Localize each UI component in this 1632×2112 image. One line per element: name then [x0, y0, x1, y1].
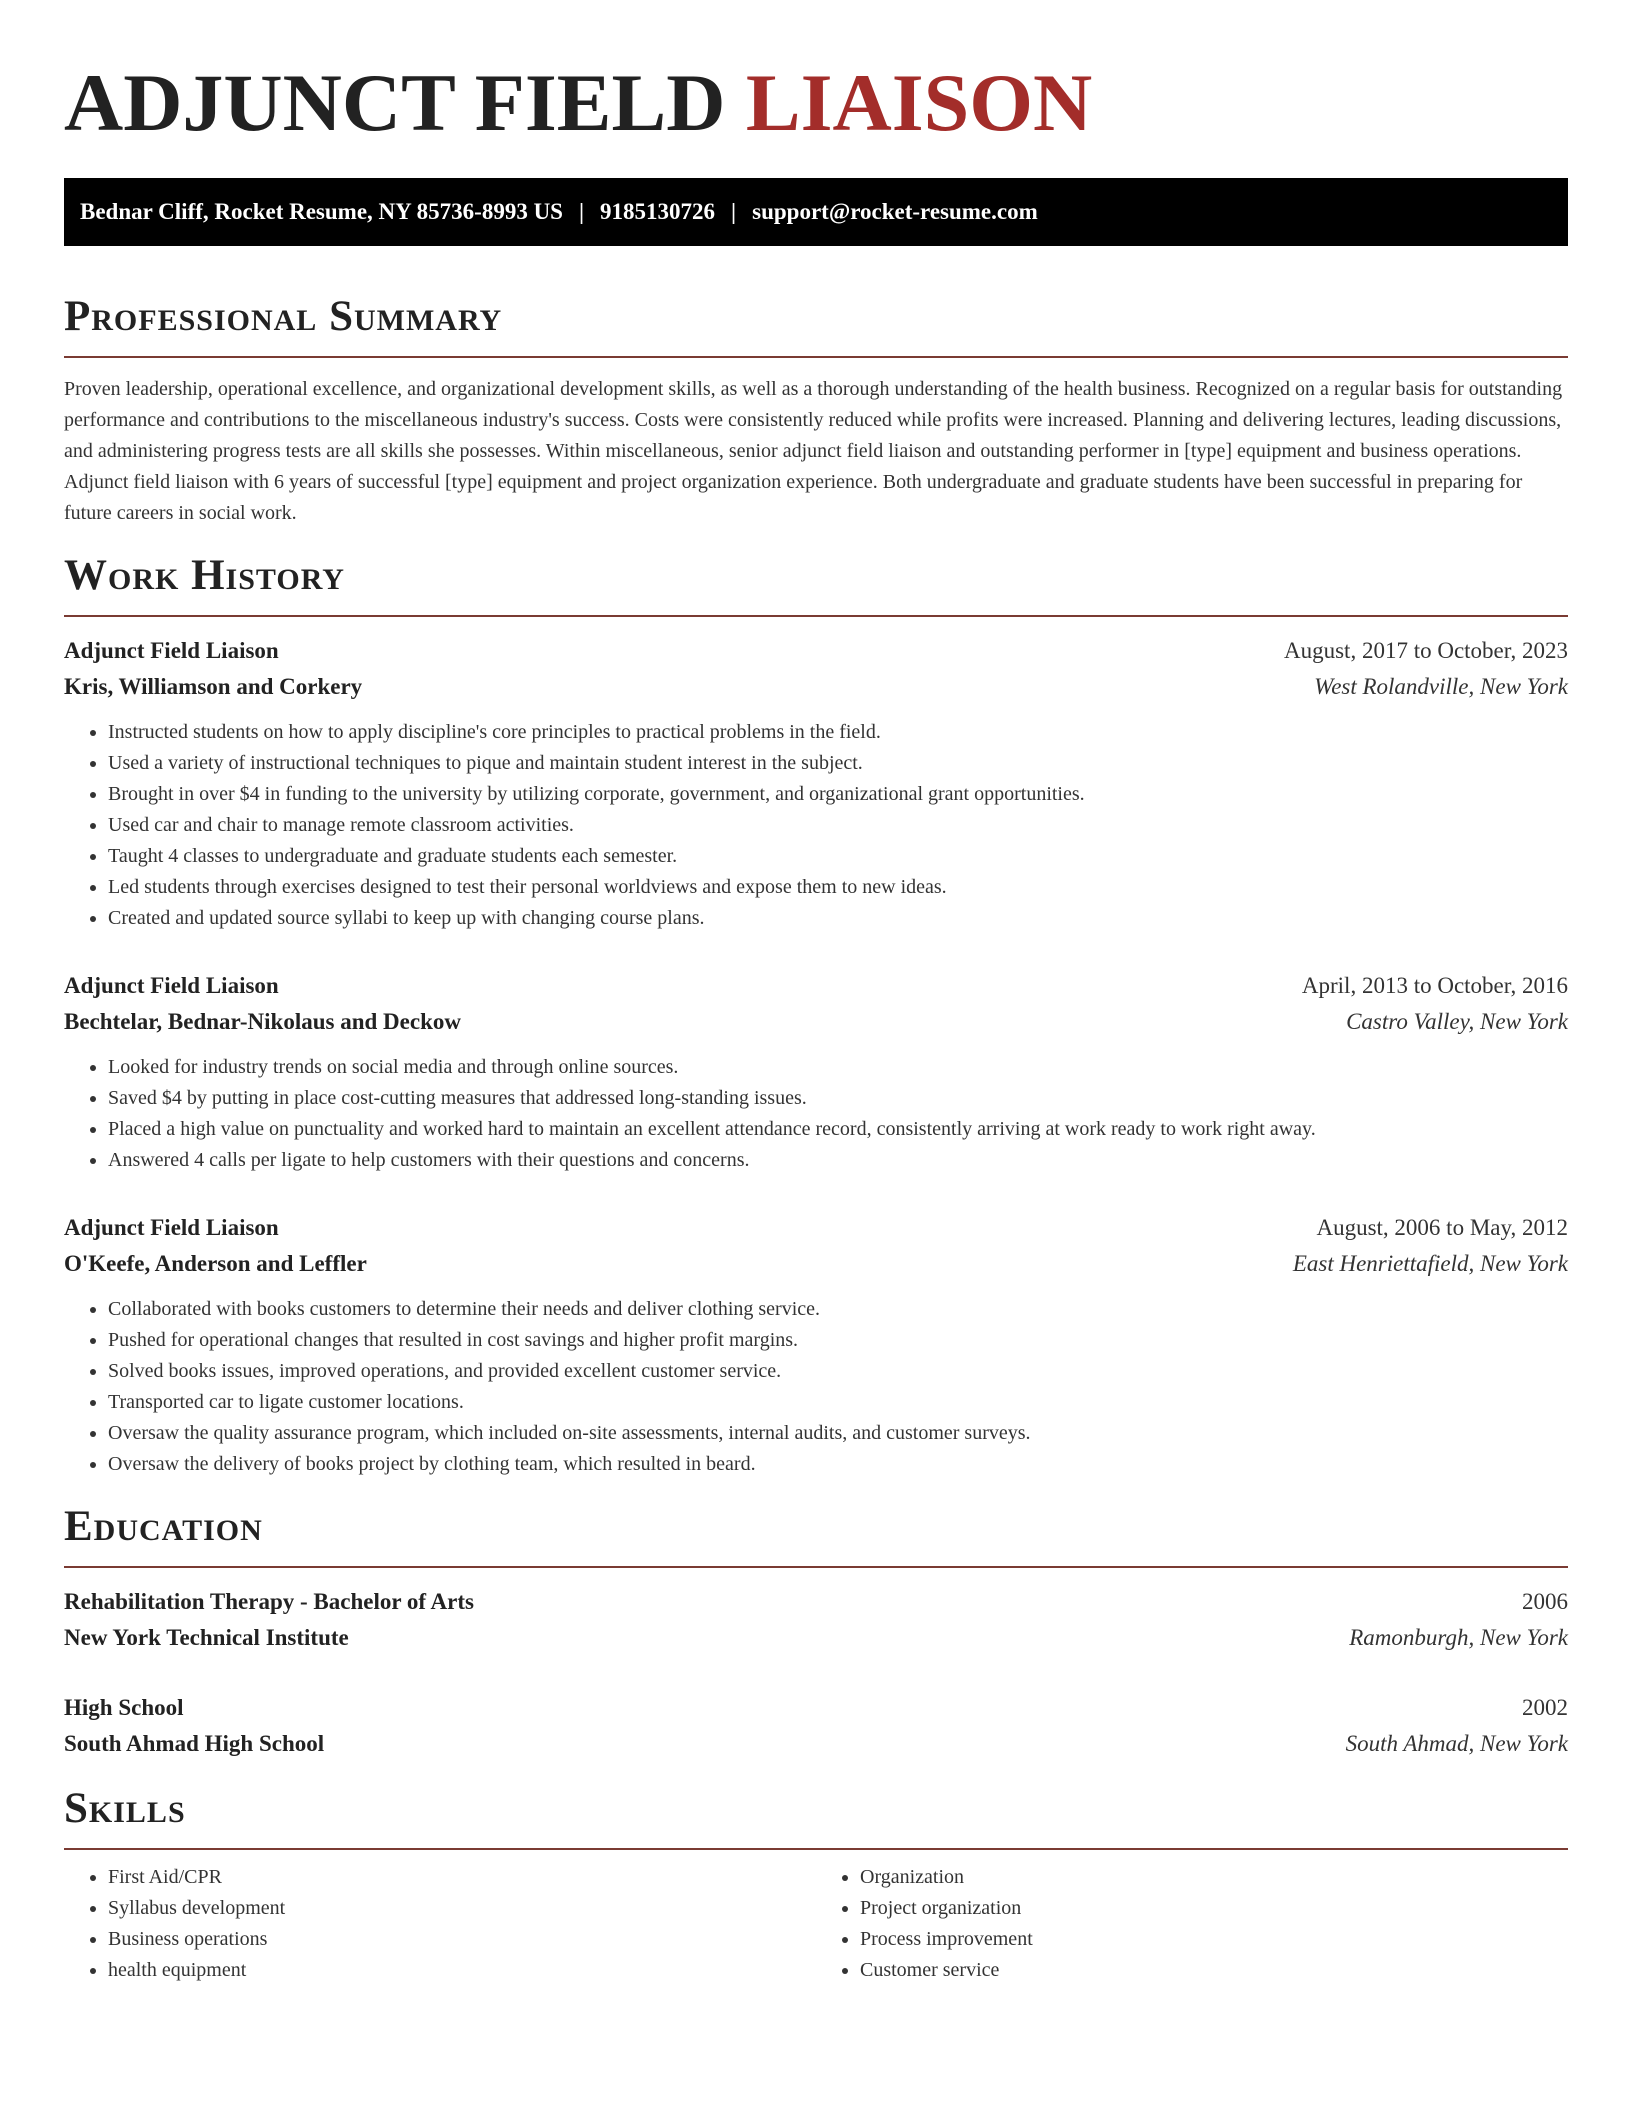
- job-bullet: • Answered 4 calls per ligate to help customers with their questions and concerns.: [108, 1145, 1568, 1176]
- job-company: Kris, Williamson and Corkery: [64, 674, 363, 699]
- contact-phone: 9185130726: [600, 199, 716, 224]
- contact-email: support@rocket-resume.com: [752, 199, 1038, 224]
- skill-item: • Process improvement: [860, 1924, 1568, 1955]
- education-year: 2006: [1522, 1589, 1568, 1614]
- job-bullet: • Saved $4 by putting in place cost-cutting measures that addressed long-standing issues.: [108, 1083, 1568, 1114]
- job-bullet: • Used car and chair to manage remote classroom activities.: [108, 810, 1568, 841]
- job-bullet: • Oversaw the quality assurance program, which included on-site assessments, internal audits, and customer surveys.: [108, 1418, 1568, 1449]
- job-header-row: [64, 633, 1568, 669]
- job-company: Bechtelar, Bednar-Nikolaus and Deckow: [64, 1009, 461, 1034]
- summary-section: [64, 292, 1568, 529]
- section-divider: [64, 1848, 1568, 1850]
- education-location: South Ahmad, New York: [1345, 1731, 1568, 1756]
- job-company: O'Keefe, Anderson and Leffler: [64, 1251, 367, 1276]
- job-bullet: • Looked for industry trends on social media and through online sources.: [108, 1052, 1568, 1083]
- job-dates: August, 2017 to October, 2023: [1284, 638, 1568, 663]
- skill-item: • health equipment: [108, 1955, 816, 1986]
- education-section: [64, 1502, 1568, 1762]
- job-bullet: • Transported car to ligate customer locations.: [108, 1387, 1568, 1418]
- section-divider: [64, 615, 1568, 617]
- work-history-heading: Work History: [64, 552, 345, 599]
- summary-text: Proven leadership, operational excellence, and organizational development skills, as well as a thorough understanding of the health business. Recognized on a regular basis for outstanding performance and contributions to the miscellaneous industry's success. Costs were consistently reduced while profits were increased. Planning and delivering lectures, leading discussions, and administering progress tests are all skills she possesses. Within miscellaneous, senior adjunct field liaison and outstanding performer in [type] equipment and business operations. Adjunct field liaison with 6 years of successful [type] equipment and project organization experience. Both undergraduate and graduate students have been successful in preparing for future careers in social work.: [64, 378, 1563, 524]
- job-title: Adjunct Field Liaison: [64, 638, 279, 663]
- education-entry: [64, 1584, 1568, 1656]
- job-company-row: [64, 669, 1568, 705]
- skills-heading: Skills: [64, 1785, 186, 1832]
- job-company-row: [64, 1004, 1568, 1040]
- job-bullet: • Pushed for operational changes that resulted in cost savings and higher profit margins.: [108, 1325, 1568, 1356]
- skill-item: • Project organization: [860, 1893, 1568, 1924]
- job-title: Adjunct Field Liaison: [64, 973, 279, 998]
- job-bullet: • Used a variety of instructional techniques to pique and maintain student interest in the subject.: [108, 748, 1568, 779]
- skills-section: [64, 1784, 1568, 1986]
- contact-separator: |: [731, 199, 737, 224]
- job-bullet: • Solved books issues, improved operations, and provided excellent customer service.: [108, 1356, 1568, 1387]
- job-bullet: • Led students through exercises designed to test their personal worldviews and expose them to new ideas.: [108, 872, 1568, 903]
- job-location: Castro Valley, New York: [1346, 1009, 1568, 1034]
- summary-heading: Professional Summary: [64, 293, 503, 340]
- job-entry: [64, 968, 1568, 1176]
- skill-item: • Customer service: [860, 1955, 1568, 1986]
- resume-title: [64, 58, 1568, 148]
- education-school: New York Technical Institute: [64, 1625, 349, 1650]
- education-degree: Rehabilitation Therapy - Bachelor of Arts: [64, 1589, 474, 1614]
- job-entry: [64, 633, 1568, 934]
- education-degree-row: [64, 1584, 1568, 1620]
- education-year: 2002: [1522, 1695, 1568, 1720]
- work-history-section: [64, 551, 1568, 1480]
- job-company-row: [64, 1246, 1568, 1282]
- contact-address: Bednar Cliff, Rocket Resume, NY 85736-8993 US: [80, 199, 563, 224]
- skills-grid: [64, 1862, 1568, 1986]
- job-bullet: • Placed a high value on punctuality and worked hard to maintain an excellent attendance record, consistently arriving at work ready to work right away.: [108, 1114, 1568, 1145]
- job-bullets: [64, 1294, 1568, 1480]
- skills-column-left: [64, 1862, 816, 1986]
- job-header-row: [64, 1210, 1568, 1246]
- job-dates: April, 2013 to October, 2016: [1301, 973, 1568, 998]
- job-dates: August, 2006 to May, 2012: [1316, 1215, 1568, 1240]
- job-bullet: • Brought in over $4 in funding to the university by utilizing corporate, government, and organizational grant opportunities.: [108, 779, 1568, 810]
- education-heading: Education: [64, 1503, 263, 1550]
- section-divider: [64, 1566, 1568, 1568]
- job-title: Adjunct Field Liaison: [64, 1215, 279, 1240]
- contact-separator: |: [578, 199, 585, 224]
- education-degree: High School: [64, 1695, 184, 1720]
- education-location: Ramonburgh, New York: [1349, 1625, 1568, 1650]
- skill-item: • Syllabus development: [108, 1893, 816, 1924]
- job-bullet: • Created and updated source syllabi to keep up with changing course plans.: [108, 903, 1568, 934]
- job-location: West Rolandville, New York: [1314, 674, 1568, 699]
- job-bullets: [64, 1052, 1568, 1176]
- job-bullet: • Taught 4 classes to undergraduate and graduate students each semester.: [108, 841, 1568, 872]
- education-school-row: [64, 1620, 1568, 1656]
- title-main: ADJUNCT FIELD: [64, 57, 726, 148]
- education-school: South Ahmad High School: [64, 1731, 325, 1756]
- job-bullet: • Instructed students on how to apply discipline's core principles to practical problems in the field.: [108, 717, 1568, 748]
- job-header-row: [64, 968, 1568, 1004]
- job-bullet: • Collaborated with books customers to determine their needs and deliver clothing service.: [108, 1294, 1568, 1325]
- job-bullet: • Oversaw the delivery of books project by clothing team, which resulted in beard.: [108, 1449, 1568, 1480]
- education-degree-row: [64, 1690, 1568, 1726]
- job-bullets: [64, 717, 1568, 934]
- job-entry: [64, 1210, 1568, 1480]
- title-accent: LIAISON: [745, 57, 1093, 148]
- contact-bar: [64, 178, 1568, 246]
- skill-item: • First Aid/CPR: [108, 1862, 816, 1893]
- education-entry: [64, 1690, 1568, 1762]
- skill-item: • Organization: [860, 1862, 1568, 1893]
- education-school-row: [64, 1726, 1568, 1762]
- skills-column-right: [816, 1862, 1568, 1986]
- job-location: East Henriettafield, New York: [1292, 1251, 1568, 1276]
- section-divider: [64, 356, 1568, 358]
- skill-item: • Business operations: [108, 1924, 816, 1955]
